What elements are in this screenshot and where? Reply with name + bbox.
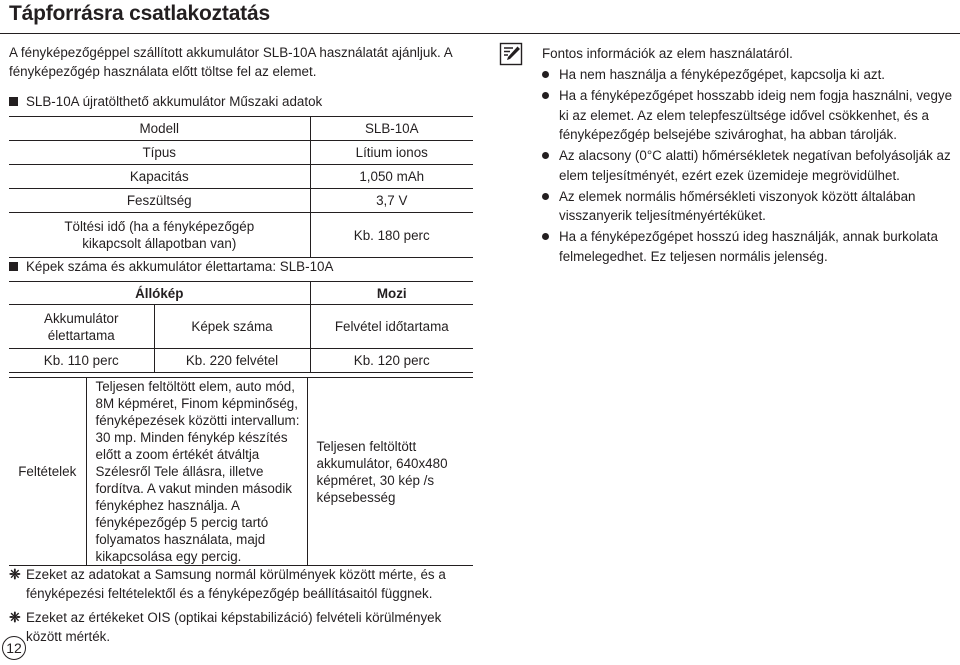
list-item: Az elemek normális hőmérsékleti viszonyok között általában visszanyerik teljesítményértéküket. [542,187,956,226]
square-bullet-icon [9,97,18,106]
table-row [9,117,473,141]
intro-text: A fényképezőgéppel szállított akkumulátor SLB-10A használatát ajánljuk. A fényképezőgép használata előtt töltse fel az elemet. [9,45,452,79]
note-heading: Fontos információk az elem használatáról. [542,46,793,61]
life-heading-text: Képek száma és akkumulátor élettartama: SLB-10A [26,259,334,274]
conditions-movie: Teljesen feltöltött akkumulátor, 640x480 képméret, 30 kép /s képsebesség [307,378,473,566]
list-item: Ha nem használja a fényképezőgépet, kapcsolja ki azt. [542,65,956,85]
table-row [9,378,473,566]
footnote [9,565,469,603]
list-item: Ha a fényképezőgépet hosszabb ideig nem fogja használni, vegye ki az elemet. Az elem telepfeszültsége idővel csökkenhet, és a fényképezőgép belsejébe szivároghat, ha abban tárolják. [542,86,956,145]
table-row [9,282,473,305]
spec-label: Modell [9,117,310,141]
table-row [9,305,473,349]
spec-label: Töltési idő (ha a fényképezőgép kikapcsolt állapotban van) [9,213,310,258]
spec-value: 1,050 mAh [310,165,473,189]
spec-table [9,116,473,258]
spec-label: Típus [9,141,310,165]
page-title: Tápforrásra csatlakoztatás [9,2,270,25]
note-list [542,65,956,266]
table-row [9,141,473,165]
spec-label: Kapacitás [9,165,310,189]
recording-header: Felvétel időtartama [310,305,473,349]
spec-value: Kb. 180 perc [310,213,473,258]
asterisk-icon: ❈ [9,566,21,582]
battery-life-table [9,281,473,373]
recording-value: Kb. 120 perc [310,349,473,373]
life-heading [9,259,333,274]
title-divider [0,33,960,34]
table-row [9,189,473,213]
page-number: 12 [2,636,26,660]
conditions-still: Teljesen feltöltött elem, auto mód, 8M képméret, Finom képminőség, fényképezések közötti intervallum: 30 mp. Minden fénykép készítés előtt a zoom értékét átváltja Szélesről Tele állásra, illetve fordítva. A vakut minden második fényképhez használja. A fényképezőgép 5 percig tartó folyamatos használata, majd kikapcsolása egy percig. [86,378,307,566]
spec-heading-text: SLB-10A újratölthető akkumulátor Műszaki adatok [26,94,323,109]
footnote-text: Ezeket az értékeket OIS (optikai képstabilizáció) felvételi körülmények között mérték. [26,610,442,644]
images-value: Kb. 220 felvétel [154,349,310,373]
asterisk-icon: ❈ [9,609,21,625]
conditions-label: Feltételek [9,378,86,566]
square-bullet-icon [9,262,18,271]
conditions-table [9,377,473,566]
spec-label: Feszültség [9,189,310,213]
footnote [9,608,469,646]
spec-value: 3,7 V [310,189,473,213]
list-item: Ha a fényképezőgépet hosszú ideg használják, annak burkolata felmelegedhet. Ez teljesen normális jelenség. [542,227,956,266]
table-row [9,349,473,373]
list-item: Az alacsony (0°C alatti) hőmérsékletek negatívan befolyásolják az elem teljesítményét, ezért ezek üzemideje megrövidülhet. [542,146,956,185]
spec-value: SLB-10A [310,117,473,141]
still-header: Állókép [9,282,310,305]
movie-header: Mozi [310,282,473,305]
battery-life-header: Akkumulátor élettartama [9,305,154,349]
images-header: Képek száma [154,305,310,349]
note-pencil-icon [499,42,523,66]
table-row [9,213,473,258]
spec-heading [9,94,322,109]
spec-value: Lítium ionos [310,141,473,165]
footnote-text: Ezeket az adatokat a Samsung normál körülmények között mérte, és a fényképezési feltételektől és a fényképezőgép beállításaitól függnek. [26,567,446,601]
table-row [9,165,473,189]
battery-life-value: Kb. 110 perc [9,349,154,373]
note-panel [542,44,956,268]
